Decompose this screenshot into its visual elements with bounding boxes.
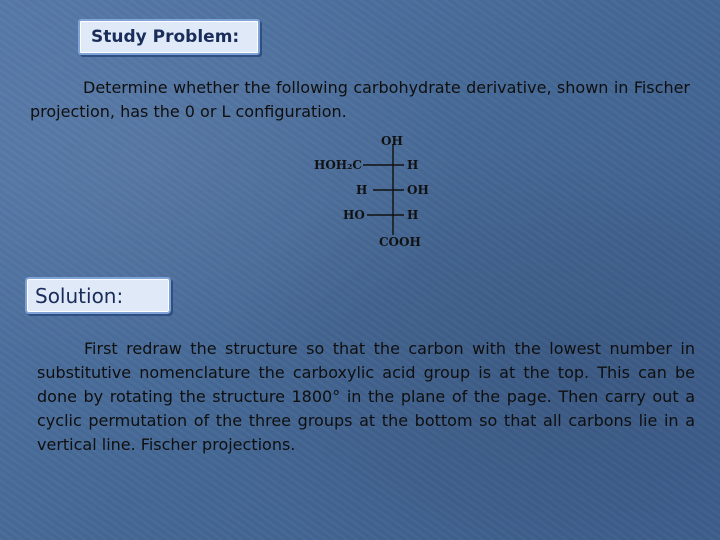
fischer-row3-right: H [407, 208, 419, 222]
solution-label-text: Solution: [35, 284, 124, 308]
fischer-row1-right: H [407, 158, 419, 172]
fischer-row2-left: H [356, 183, 368, 197]
fischer-top-group: OH [381, 134, 403, 148]
solution-text: First redraw the structure so that the carbon with the lowest number in substitutive nomenclature the carboxylic acid group is at the top. This can be done by rotating the structure 1800° in the plane of the page. Then carry out a cyclic permutation of the three groups at the bottom so that all carbons lie in a vertical line. Fischer projections. [37, 339, 695, 454]
fischer-row3-left: HO [343, 208, 365, 222]
fischer-row1-left: HOH₂C [314, 158, 362, 172]
fischer-projection-diagram [305, 128, 435, 250]
study-problem-label-text: Study Problem: [91, 27, 240, 47]
fischer-bottom-group: COOH [379, 235, 421, 249]
problem-statement: Determine whether the following carbohydrate derivative, shown in Fischer projection, has the 0 or L configuration. [30, 78, 690, 121]
study-problem-label [78, 19, 260, 55]
fischer-row2-right: OH [407, 183, 429, 197]
solution-label [25, 277, 171, 314]
